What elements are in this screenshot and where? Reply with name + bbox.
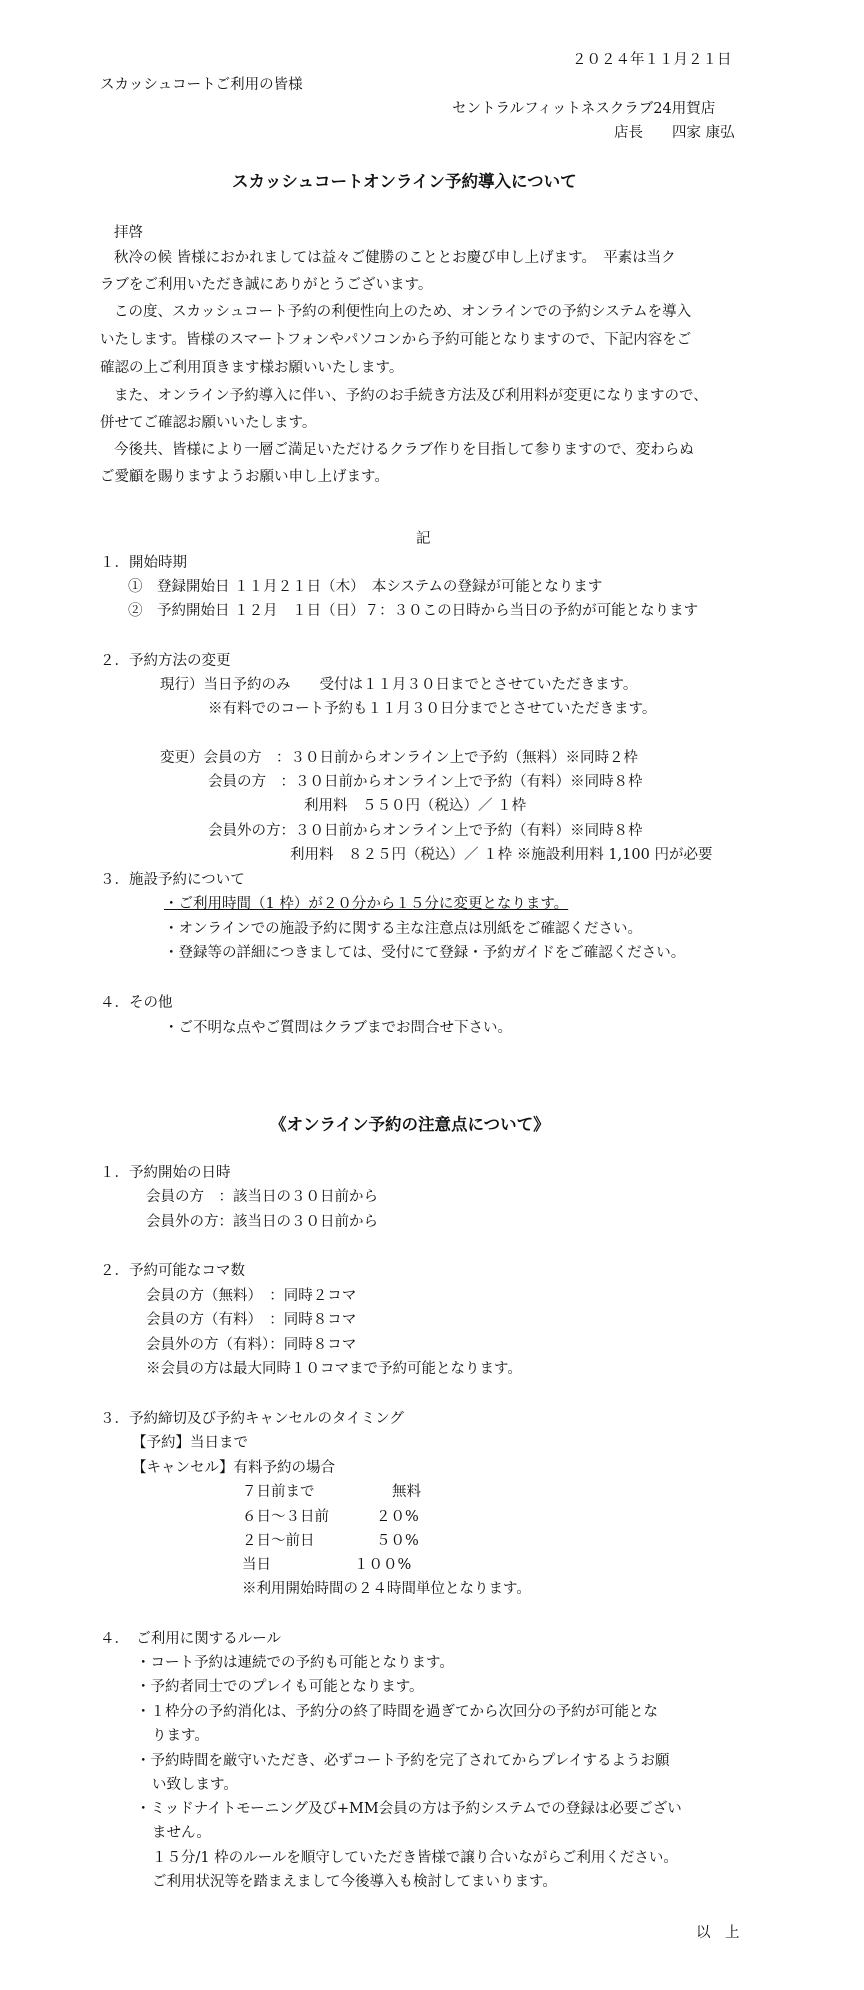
list-item: 会員外の方：該当日の３０日前から (146, 1214, 378, 1230)
cancel-period: ７日前まで (242, 1484, 315, 1500)
list-item: １５分/1 枠のルールを順守していただき皆様で譲り合いながらご利用ください。 (152, 1850, 678, 1866)
section-heading: １．開始時期 (100, 555, 187, 571)
list-item-continued: ります。 (152, 1728, 209, 1744)
list-item: ・ミッドナイトモーニング及び+MM会員の方は予約システムでの登録は必要ござい (136, 1801, 682, 1817)
notes-title: 《オンライン予約の注意点について》 (270, 1115, 550, 1134)
list-item: ・予約時間を厳守いただき、必ずコート予約を完了されてからプレイするようお願 (136, 1753, 670, 1769)
list-item-continued: ません。 (152, 1825, 211, 1841)
sender-organization: セントラルフィットネスクラブ24用賀店 (452, 101, 716, 117)
section-heading: ４．その他 (100, 995, 173, 1011)
section-heading: ４． ご利用に関するルール (100, 1631, 281, 1647)
section-heading: ２．予約方法の変更 (100, 653, 231, 669)
list-item: ① 登録開始日 １１月２１日（木） 本システムの登録が可能となります (128, 579, 603, 595)
list-item: 会員外の方（有料）：同時８コマ (146, 1337, 357, 1353)
list-item: 会員の方（無料） ：同時２コマ (146, 1288, 357, 1304)
list-item: 変更）会員の方 ：３０日前からオンライン上で予約（無料）※同時２枠 (160, 750, 639, 766)
letter-paragraph: ご愛顧を賜りますようお願い申し上げます。 (100, 469, 389, 485)
letter-paragraph: 併せてご確認お願いいたします。 (100, 415, 317, 431)
list-item: ・オンラインでの施設予約に関する主な注意点は別紙をご確認ください。 (164, 921, 643, 937)
cancel-period: ２日～前日 (242, 1533, 315, 1549)
recipient: スカッシュコートご利用の皆様 (100, 77, 303, 93)
section-heading: ３．施設予約について (100, 872, 245, 888)
fee-line: 利用料 ５５０円（税込）／ １枠 (304, 798, 527, 814)
closing-mark: 以 上 (696, 1925, 740, 1941)
list-item: 会員の方 ：３０日前からオンライン上で予約（有料）※同時８枠 (208, 774, 643, 790)
list-item: ※有料でのコート予約も１１月３０日分までとさせていただきます。 (208, 701, 657, 717)
list-item: ・コート予約は連続での予約も可能となります。 (136, 1655, 454, 1671)
list-item: ※会員の方は最大同時１０コマまで予約可能となります。 (146, 1361, 522, 1377)
list-item: 現行）当日予約のみ 受付は１１月３０日までとさせていただきます。 (160, 677, 638, 693)
letter-paragraph: いたします。皆様のスマートフォンやパソコンから予約可能となりますので、下記内容をご (100, 332, 692, 348)
letter-paragraph: 今後共、皆様により一層ご満足いただけるクラブ作りを目指して参りますので、変わらぬ (114, 442, 694, 458)
opening-greeting: 拝啓 (114, 225, 143, 241)
list-item: ご利用状況等を踏まえまして今後導入も検討してまいります。 (152, 1874, 557, 1890)
list-item: 会員の方（有料） ：同時８コマ (146, 1312, 357, 1328)
letter-paragraph: 確認の上ご利用頂きます様お願いいたします。 (100, 360, 404, 376)
letter-paragraph: また、オンライン予約導入に伴い、予約のお手続き方法及び利用料が変更になりますので、 (114, 388, 708, 404)
list-item: 会員の方 ：該当日の３０日前から (146, 1189, 378, 1205)
letter-paragraph: ラブをご利用いただき誠にありがとうございます。 (100, 277, 433, 293)
list-item-continued: い致します。 (152, 1777, 238, 1793)
list-item: ・予約者同士でのプレイも可能となります。 (136, 1679, 424, 1695)
cancel-fee: １００% (354, 1557, 412, 1573)
list-item: ② 予約開始日 １２月 １日（日）７：３０この日時から当日の予約が可能となります (128, 603, 699, 619)
section-heading: ２．予約可能なコマ数 (100, 1263, 245, 1279)
list-item: ※利用開始時間の２４時間単位となります。 (242, 1581, 531, 1597)
letter-paragraph: この度、スカッシュコート予約の利便性向上のため、オンラインでの予約システムを導入 (114, 304, 692, 320)
sender-name: 店長 四家 康弘 (614, 125, 735, 141)
list-item: ・ご不明な点やご質問はクラブまでお問合せ下さい。 (164, 1020, 512, 1036)
cancel-period: 当日 (242, 1557, 271, 1573)
section-heading: ３．予約締切及び予約キャンセルのタイミング (100, 1411, 404, 1427)
cancel-fee: 無料 (392, 1484, 421, 1500)
list-item: ・１枠分の予約消化は、予約分の終了時間を過ぎてから次回分の予約が可能とな (136, 1704, 658, 1720)
list-item: ・登録等の詳細につきましては、受付にて登録・予約ガイドをご確認ください。 (164, 945, 686, 961)
ki-marker: 記 (416, 531, 431, 547)
cancel-fee: ５０% (376, 1533, 419, 1549)
list-item: 会員外の方：３０日前からオンライン上で予約（有料）※同時８枠 (208, 823, 643, 839)
letter-paragraph: 秋冷の候 皆様におかれましては益々ご健勝のこととお慶び申し上げます。 平素は当ク (114, 250, 676, 266)
document-title: スカッシュコートオンライン予約導入について (232, 172, 577, 191)
list-item: 【予約】当日まで (132, 1435, 248, 1451)
fee-line: 利用料 ８２５円（税込）／ １枠 ※施設利用料 1,100 円が必要 (290, 847, 713, 863)
list-item: 【キャンセル】有料予約の場合 (132, 1460, 335, 1476)
list-item-underlined: ・ご利用時間（1 枠）が２０分から１５分に変更となります。 (164, 896, 569, 912)
cancel-period: ６日～３日前 (242, 1509, 329, 1525)
cancel-fee: ２０% (376, 1509, 419, 1525)
document-date: ２０２４年１１月２１日 (572, 52, 732, 68)
section-heading: １．予約開始の日時 (100, 1165, 231, 1181)
